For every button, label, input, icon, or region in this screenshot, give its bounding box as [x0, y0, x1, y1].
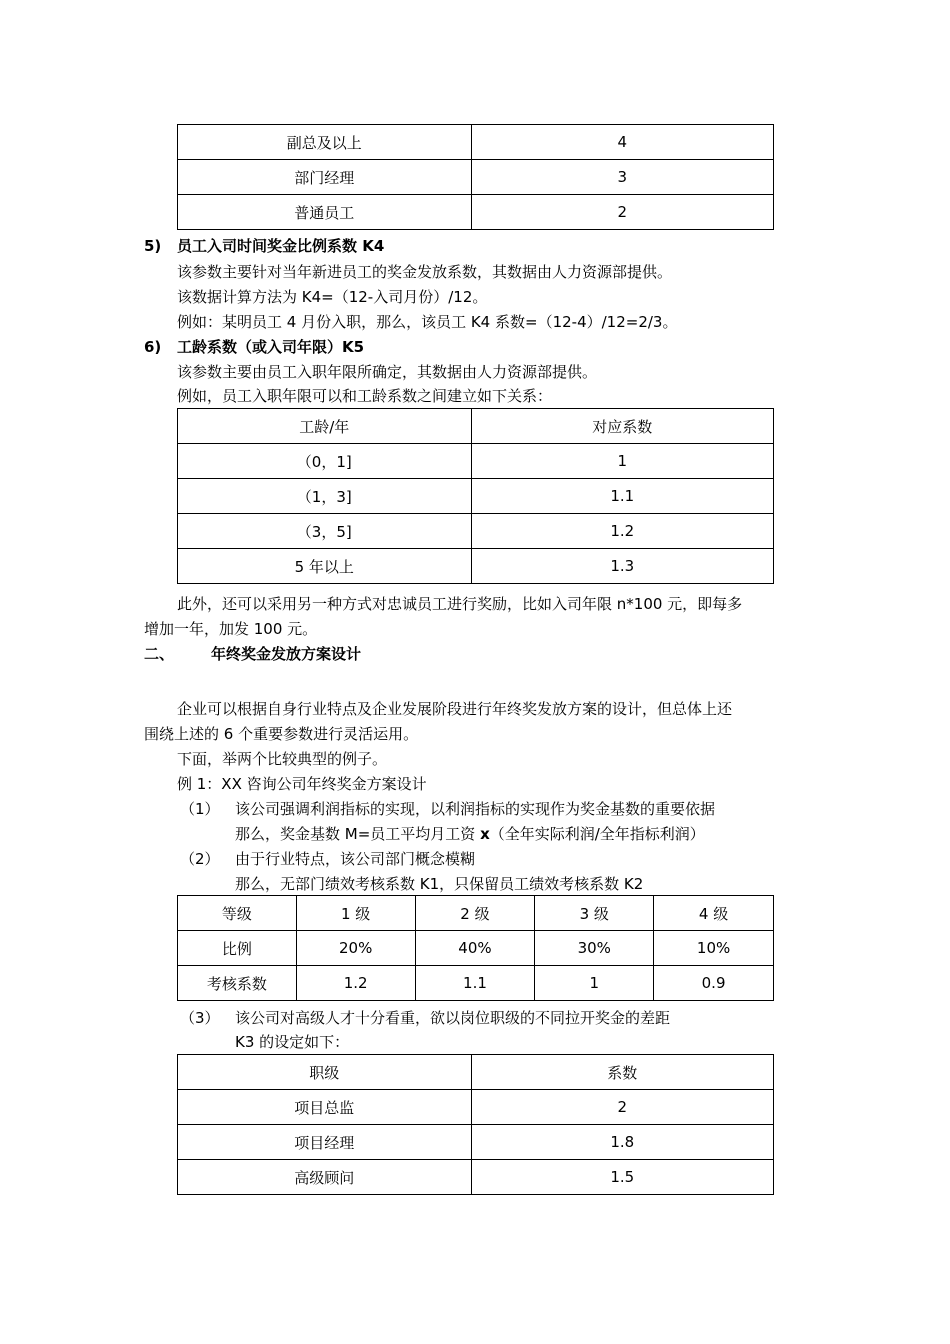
table-cell: （1，3]: [178, 479, 472, 514]
item-2-text: 由于行业特点，该公司部门概念模糊: [235, 850, 476, 868]
section-5-number: 5): [144, 237, 162, 255]
table-row: [178, 931, 774, 966]
table-row: [178, 479, 774, 514]
table-cell: 2: [471, 1090, 774, 1125]
k3-coefficient-table: [177, 1054, 774, 1195]
table-header-cell: 1 级: [296, 896, 415, 931]
table-cell: 1.3: [471, 549, 773, 584]
table-row: [178, 966, 774, 1001]
section-5-heading: 员工入司时间奖金比例系数 K4: [177, 237, 385, 255]
table-header-cell: 对应系数: [471, 409, 773, 444]
paragraph-line: 该数据计算方法为 K4=（12-入司月份）/12。: [177, 288, 488, 306]
paragraph-line: 围绕上述的 6 个重要参数进行灵活运用。: [144, 725, 419, 743]
table-cell: 20%: [296, 931, 415, 966]
table-cell: 30%: [535, 931, 654, 966]
position-coefficient-table: [177, 124, 774, 230]
table-header-cell: 3 级: [535, 896, 654, 931]
formula-text: 那么，奖金基数 M=员工平均月工资: [235, 825, 481, 843]
table-cell: 1.1: [415, 966, 535, 1001]
tenure-coefficient-table: [177, 408, 774, 584]
paragraph-line: 此外，还可以采用另一种方式对忠诚员工进行奖励，比如入司年限 n*100 元，即每多: [177, 595, 743, 613]
table-cell: 1.2: [471, 514, 773, 549]
table-cell: 部门经理: [178, 160, 472, 195]
table-cell: 1: [471, 444, 773, 479]
table-row: [178, 1160, 774, 1195]
table-cell: 项目经理: [178, 1125, 472, 1160]
table-cell: （3，5]: [178, 514, 472, 549]
table-row: [178, 1125, 774, 1160]
table-cell: 0.9: [654, 966, 774, 1001]
item-2-number: （2）: [180, 850, 220, 868]
paragraph-line: 增加一年，加发 100 元。: [144, 620, 318, 638]
table-row: [178, 125, 774, 160]
table-cell: 3: [471, 160, 774, 195]
item-1-number: （1）: [180, 800, 220, 818]
paragraph-line: 该参数主要针对当年新进员工的奖金发放系数，其数据由人力资源部提供。: [177, 263, 673, 281]
table-cell: 1.5: [471, 1160, 774, 1195]
item-3-sub: K3 的设定如下：: [235, 1033, 350, 1051]
table-header-cell: 等级: [178, 896, 297, 931]
table-cell: 1.2: [296, 966, 415, 1001]
table-cell: 5 年以上: [178, 549, 472, 584]
table-row: [178, 549, 774, 584]
table-header-row: [178, 409, 774, 444]
table-header-row: [178, 1055, 774, 1090]
section-6-heading: 工龄系数（或入司年限）K5: [177, 338, 365, 356]
table-cell: 高级顾问: [178, 1160, 472, 1195]
item-3-number: （3）: [180, 1009, 220, 1027]
paragraph-line: 该参数主要由员工入职年限所确定，其数据由人力资源部提供。: [177, 363, 598, 381]
part-2-number: 二、: [144, 645, 175, 663]
table-cell: 40%: [415, 931, 535, 966]
multiply-symbol: x: [480, 825, 490, 843]
table-cell: 4: [471, 125, 774, 160]
table-cell: 副总及以上: [178, 125, 472, 160]
item-2-sub: 那么，无部门绩效考核系数 K1，只保留员工绩效考核系数 K2: [235, 875, 644, 893]
formula-text: （全年实际利润/全年指标利润）: [489, 825, 705, 843]
section-6-number: 6): [144, 338, 162, 356]
item-3-text: 该公司对高级人才十分看重，欲以岗位职级的不同拉开奖金的差距: [235, 1009, 671, 1027]
table-row: [178, 160, 774, 195]
table-header-row: [178, 896, 774, 931]
item-1-text: 该公司强调利润指标的实现，以利润指标的实现作为奖金基数的重要依据: [235, 800, 716, 818]
grade-ratio-table: [177, 895, 774, 1001]
table-header-cell: 职级: [178, 1055, 472, 1090]
table-cell: 考核系数: [178, 966, 297, 1001]
table-cell: 普通员工: [178, 195, 472, 230]
item-1-formula: [235, 824, 705, 844]
table-header-cell: 4 级: [654, 896, 774, 931]
table-header-cell: 工龄/年: [178, 409, 472, 444]
paragraph-line: 例如：某明员工 4 月份入职，那么，该员工 K4 系数=（12-4）/12=2/3。: [177, 313, 678, 331]
table-cell: 10%: [654, 931, 774, 966]
table-cell: 1.8: [471, 1125, 774, 1160]
table-header-cell: 系数: [471, 1055, 774, 1090]
table-cell: 项目总监: [178, 1090, 472, 1125]
table-row: [178, 195, 774, 230]
paragraph-line: 例 1：XX 咨询公司年终奖金方案设计: [177, 775, 427, 793]
table-header-cell: 2 级: [415, 896, 535, 931]
table-row: [178, 514, 774, 549]
table-cell: 1: [535, 966, 654, 1001]
table-row: [178, 1090, 774, 1125]
paragraph-line: 企业可以根据自身行业特点及企业发展阶段进行年终奖发放方案的设计，但总体上还: [177, 700, 733, 718]
table-row: [178, 444, 774, 479]
part-2-title: 年终奖金发放方案设计: [211, 645, 362, 663]
table-cell: 2: [471, 195, 774, 230]
paragraph-line: 例如，员工入职年限可以和工龄系数之间建立如下关系：: [177, 387, 553, 405]
paragraph-line: 下面，举两个比较典型的例子。: [177, 750, 388, 768]
table-cell: 1.1: [471, 479, 773, 514]
table-cell: 比例: [178, 931, 297, 966]
table-cell: （0，1]: [178, 444, 472, 479]
